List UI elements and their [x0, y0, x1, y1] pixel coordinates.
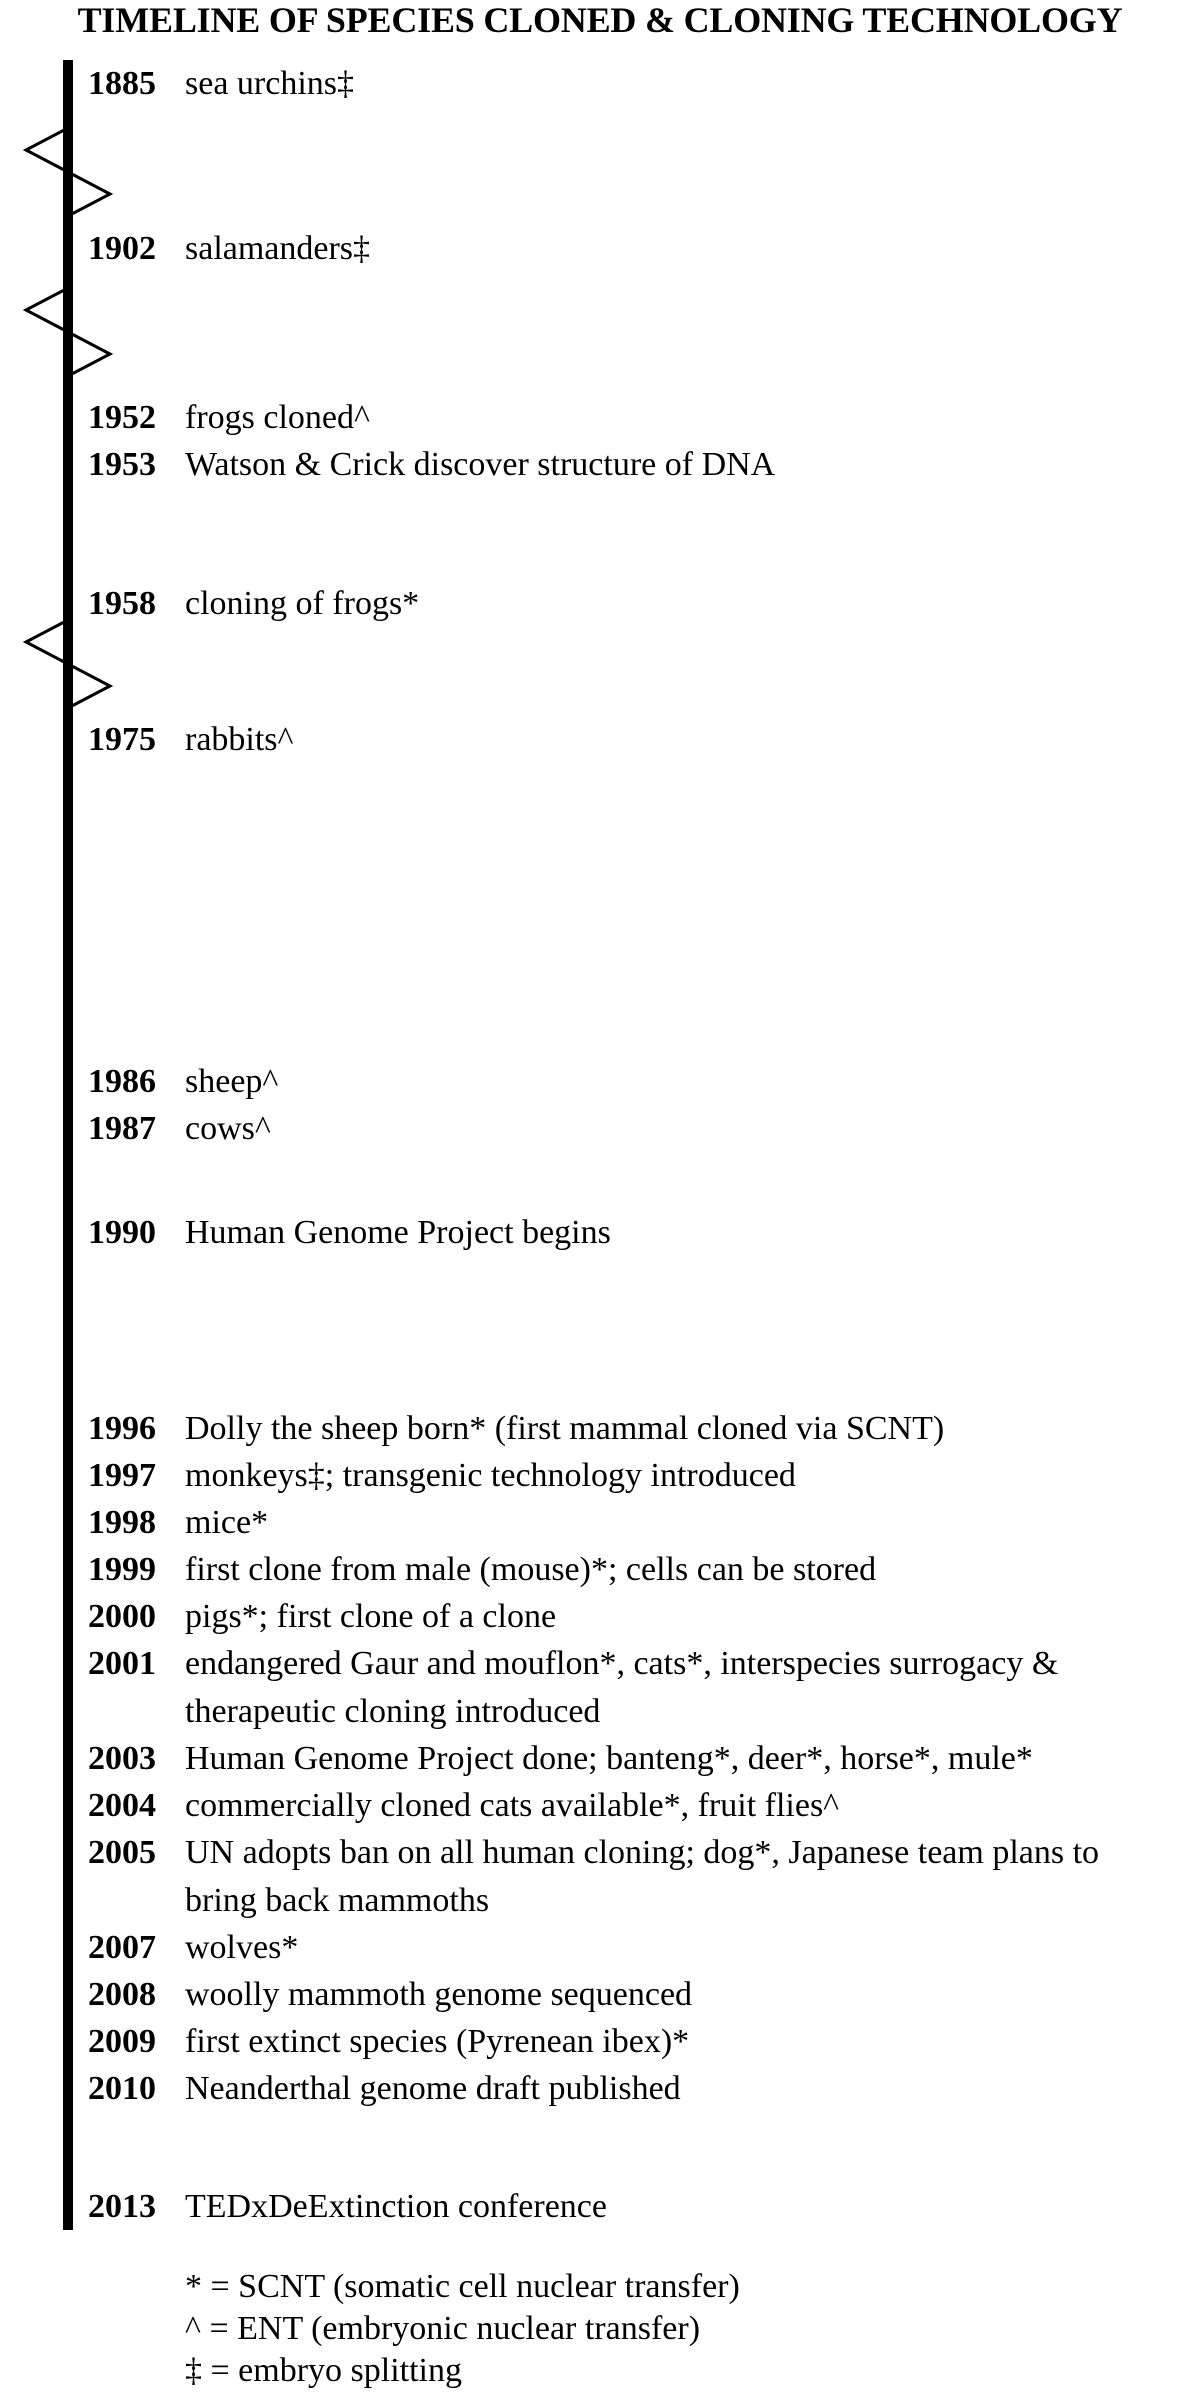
entry-description-line: Neanderthal genome draft published — [185, 2070, 681, 2107]
entry-description — [185, 394, 1195, 442]
entry-year: 1987 — [88, 1110, 156, 1147]
entry-description-line: first extinct species (Pyrenean ibex)* — [185, 2023, 690, 2060]
entry-description — [185, 2018, 1195, 2066]
entry-year: 2005 — [88, 1834, 156, 1871]
entry-description-line: first clone from male (mouse)*; cells can be stored — [185, 1551, 877, 1588]
entry-description — [185, 1829, 1195, 1925]
entry-description-line: Watson & Crick discover structure of DNA — [185, 446, 776, 483]
entry-year: 1902 — [88, 230, 156, 267]
entry-year: 1997 — [88, 1457, 156, 1494]
entry-description — [185, 441, 1195, 489]
entry-description-line: Human Genome Project done; banteng*, deer*, horse*, mule* — [185, 1740, 1033, 1777]
entry-description — [185, 1499, 1195, 1547]
entry-description-line: Human Genome Project begins — [185, 1214, 611, 1251]
entry-description — [185, 1593, 1195, 1641]
entry-description-line: TEDxDeExtinction conference — [185, 2188, 607, 2225]
entry-description — [185, 1735, 1195, 1783]
entry-description-line: mice* — [185, 1504, 269, 1541]
entry-description-line: wolves* — [185, 1929, 299, 1966]
entry-description — [185, 1405, 1195, 1453]
entry-description — [185, 1452, 1195, 1500]
entry-description-line: sheep^ — [185, 1063, 279, 1100]
entry-description-line: rabbits^ — [185, 721, 294, 758]
entry-description — [185, 1546, 1195, 1594]
entry-year: 2001 — [88, 1645, 156, 1682]
entry-description — [185, 2065, 1195, 2113]
entry-description-line: pigs*; first clone of a clone — [185, 1598, 557, 1635]
entry-description — [185, 1782, 1195, 1830]
entry-description-line: UN adopts ban on all human cloning; dog*, Japanese team plans to — [185, 1834, 1100, 1871]
legend — [185, 2266, 740, 2392]
entry-description — [185, 1640, 1195, 1736]
entry-year: 1990 — [88, 1214, 156, 1251]
legend-item-embryo-splitting: ‡ = embryo splitting — [185, 2352, 462, 2389]
entry-description — [185, 1924, 1195, 1972]
entry-year: 1953 — [88, 446, 156, 483]
entry-description — [185, 1105, 1195, 1153]
entry-description-line: sea urchins‡ — [185, 65, 355, 102]
entry-description-line: woolly mammoth genome sequenced — [185, 1976, 693, 2013]
entry-year: 1885 — [88, 65, 156, 102]
entry-description-line: cows^ — [185, 1110, 271, 1147]
entry-description-line: frogs cloned^ — [185, 399, 370, 436]
entry-year: 2003 — [88, 1740, 156, 1777]
entry-description-line: endangered Gaur and mouflon*, cats*, interspecies surrogacy & — [185, 1645, 1059, 1682]
entry-description — [185, 2183, 1195, 2231]
entry-year: 2010 — [88, 2070, 156, 2107]
entry-description — [185, 60, 1195, 108]
entry-description — [185, 1971, 1195, 2019]
entry-year: 1952 — [88, 399, 156, 436]
entry-year: 1986 — [88, 1063, 156, 1100]
entry-description — [185, 1058, 1195, 1106]
entry-year: 2009 — [88, 2023, 156, 2060]
legend-item-scnt: * = SCNT (somatic cell nuclear transfer) — [185, 2268, 740, 2305]
entry-year: 2013 — [88, 2188, 156, 2225]
entry-year: 2004 — [88, 1787, 156, 1824]
entry-year: 2000 — [88, 1598, 156, 1635]
entry-description — [185, 716, 1195, 764]
entry-year: 2008 — [88, 1976, 156, 2013]
entry-description-line: therapeutic cloning introduced — [185, 1693, 601, 1730]
entry-description — [185, 225, 1195, 273]
entry-year: 1996 — [88, 1410, 156, 1447]
entry-description — [185, 580, 1195, 628]
entry-description-line: cloning of frogs* — [185, 585, 420, 622]
entry-description-line: commercially cloned cats available*, fruit flies^ — [185, 1787, 840, 1824]
entry-description-line: bring back mammoths — [185, 1882, 490, 1919]
page-title: TIMELINE OF SPECIES CLONED & CLONING TECHNOLOGY — [77, 0, 1123, 40]
legend-item-ent: ^ = ENT (embryonic nuclear transfer) — [185, 2310, 701, 2347]
entry-year: 1958 — [88, 585, 156, 622]
entry-description — [185, 1209, 1195, 1257]
entry-year: 2007 — [88, 1929, 156, 1966]
entry-description-line: salamanders‡ — [185, 230, 371, 267]
entry-year: 1999 — [88, 1551, 156, 1588]
entry-year: 1975 — [88, 721, 156, 758]
entry-year: 1998 — [88, 1504, 156, 1541]
entry-description-line: Dolly the sheep born* (first mammal cloned via SCNT) — [185, 1410, 945, 1447]
timeline-line — [63, 60, 73, 2230]
entry-description-line: monkeys‡; transgenic technology introduced — [185, 1457, 796, 1494]
